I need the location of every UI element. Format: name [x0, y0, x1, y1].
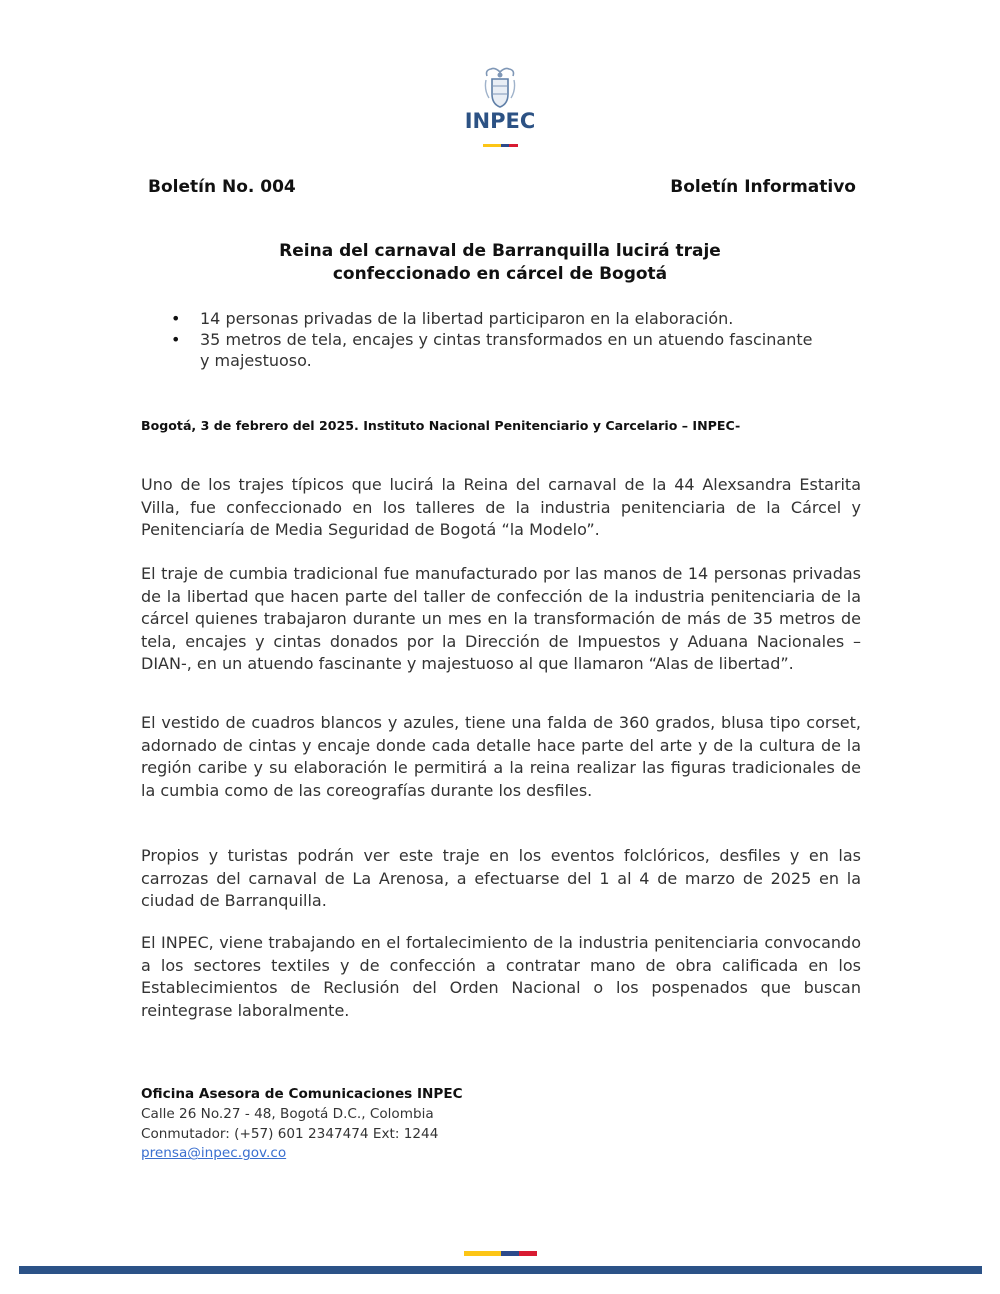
highlight-item: • 14 personas privadas de la libertad participaron en la elaboración. [171, 309, 734, 328]
headline-line-2: confeccionado en cárcel de Bogotá [332, 264, 668, 284]
contact-office: Oficina Asesora de Comunicaciones INPEC [141, 1086, 463, 1102]
flag-red [509, 144, 518, 147]
bulletin-number: Boletín No. 004 [148, 177, 296, 197]
bullet-icon: • [171, 330, 181, 349]
bulletin-type: Boletín Informativo [670, 177, 856, 197]
flag-blue [501, 144, 510, 147]
flag-yellow [464, 1251, 501, 1256]
footer-rule [19, 1266, 982, 1274]
body-paragraph: El traje de cumbia tradicional fue manufacturado por las manos de 14 personas privadas de la libertad que hacen parte del taller de confección de la industria penitenciaria de la cárcel quienes trabajaron durante un mes en la transformación de más de 35 metros de tela, encajes y cintas donados por la Dirección de Impuestos y Aduana Nacionales –DIAN-, en un atuendo fascinante y majestuoso al que llamaron “Alas de libertad”. [141, 564, 861, 673]
colombia-coat-of-arms-icon [483, 66, 517, 110]
dateline: Bogotá, 3 de febrero del 2025. Instituto Nacional Penitenciario y Carcelario – INPEC- [141, 418, 741, 433]
body-paragraph: El vestido de cuadros blancos y azules, tiene una falda de 360 grados, blusa tipo corset, adornado de cintas y encaje donde cada detalle hace parte del arte y de la cultura de la región caribe y su elaboración le permitirá a la reina realizar las figuras tradicionales de la cumbia como de las coreografías durante los desfiles. [141, 713, 861, 800]
flag-blue [501, 1251, 519, 1256]
headline-line-1: Reina del carnaval de Barranquilla lucirá traje [279, 241, 721, 261]
headline [150, 240, 850, 286]
contact-email-link[interactable]: prensa@inpec.gov.co [141, 1145, 287, 1162]
highlight-item: • 35 metros de tela, encajes y cintas transformados en un atuendo fascinante y majestuoso. [171, 330, 813, 370]
flag-stripe [483, 144, 518, 147]
highlights-list [160, 308, 860, 371]
logo-text: INPEC [464, 109, 536, 133]
inpec-logo [450, 64, 550, 154]
body-paragraph: Propios y turistas podrán ver este traje en los eventos folclóricos, desfiles y en las carrozas del carnaval de La Arenosa, a efectuarse del 1 al 4 de marzo de 2025 en la ciudad de Barranquilla. [141, 846, 861, 910]
bullet-icon: • [171, 309, 181, 328]
contact-phone: Conmutador: (+57) 601 2347474 Ext: 1244 [141, 1125, 439, 1142]
footer-flag-stripe [464, 1251, 537, 1256]
flag-yellow [483, 144, 501, 147]
flag-red [519, 1251, 537, 1256]
contact-address: Calle 26 No.27 - 48, Bogotá D.C., Colombia [141, 1105, 434, 1122]
contact-block [141, 1085, 463, 1164]
body-paragraph: Uno de los trajes típicos que lucirá la Reina del carnaval de la 44 Alexsandra Estarita Villa, fue confeccionado en los talleres de la industria penitenciaria de la Cárcel y Penitenciaría de Media Seguridad de Bogotá “la Modelo”. [141, 475, 861, 539]
body-paragraph: El INPEC, viene trabajando en el fortalecimiento de la industria penitenciaria convocando a los sectores textiles y de confección a contratar mano de obra calificada en los Establecimientos de Reclusión del Orden Nacional o los pospenados que buscan reintegrase laboralmente. [141, 933, 861, 1020]
